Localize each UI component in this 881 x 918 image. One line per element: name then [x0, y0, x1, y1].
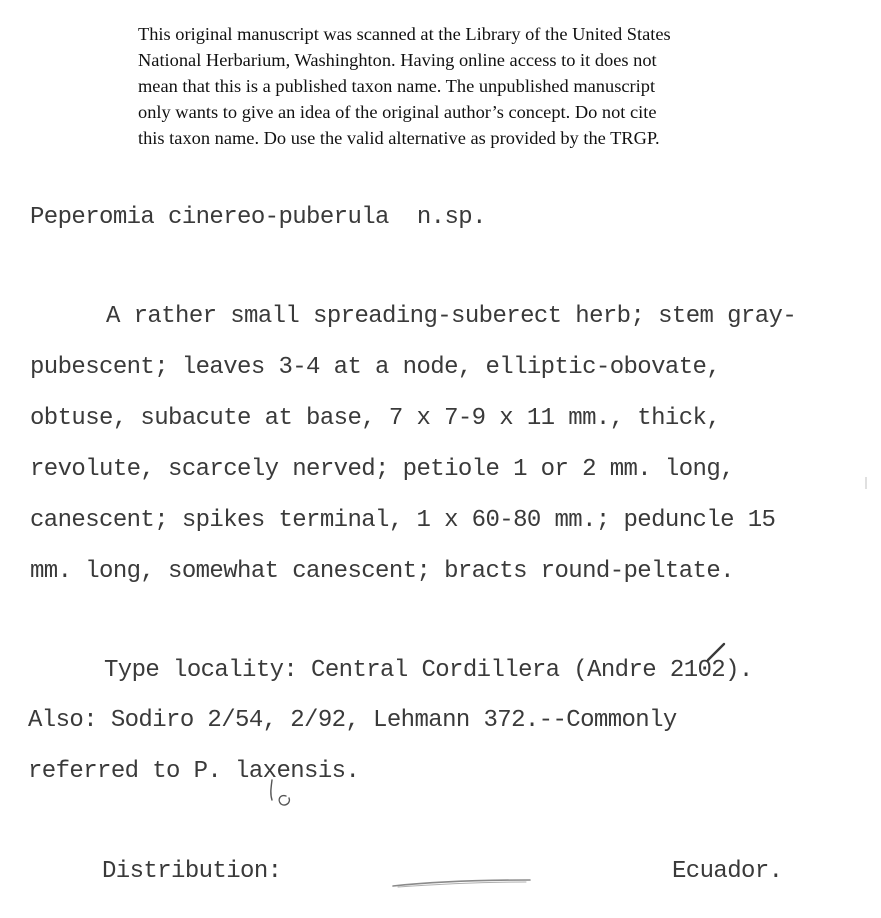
notice-line: this taxon name. Do use the valid alternative as provided by the TRGP.	[138, 128, 660, 148]
description-line: obtuse, subacute at base, 7 x 7-9 x 11 mm., thick,	[30, 405, 721, 432]
description-line: mm. long, somewhat canescent; bracts round-peltate.	[30, 558, 734, 585]
taxon-name: Peperomia cinereo-puberula	[30, 204, 389, 231]
notice-line: mean that this is a published taxon name. The unpublished manuscript	[138, 76, 656, 96]
paper-speck	[862, 476, 870, 490]
notice-line: only wants to give an idea of the original author’s concept. Do not cite	[138, 102, 657, 122]
referred-line: referred to P. laxensis.	[28, 758, 360, 785]
notice-line: National Herbarium, Washinghton. Having online access to it does not	[138, 50, 657, 70]
taxon-title	[30, 203, 486, 233]
description-line: canescent; spikes terminal, 1 x 60-80 mm.; peduncle 15	[30, 507, 776, 534]
disclaimer-notice	[138, 21, 818, 151]
taxon-status: n.sp.	[416, 204, 486, 231]
specimens-line: Also: Sodiro 2/54, 2/92, Lehmann 372.--Commonly	[28, 707, 677, 734]
description-line: pubescent; leaves 3-4 at a node, elliptic-obovate,	[30, 354, 721, 381]
type-locality-line: Type locality: Central Cordillera (Andre 2102).	[104, 657, 753, 684]
description-line: revolute, scarcely nerved; petiole 1 or 2 mm. long,	[30, 456, 734, 483]
distribution-value: Ecuador.	[672, 858, 783, 885]
description-line: A rather small spreading-suberect herb; stem gray-	[106, 303, 797, 330]
distribution-label: Distribution:	[102, 858, 282, 885]
pencil-stroke-mark	[390, 874, 535, 890]
notice-line: This original manuscript was scanned at the Library of the United States	[138, 24, 671, 44]
